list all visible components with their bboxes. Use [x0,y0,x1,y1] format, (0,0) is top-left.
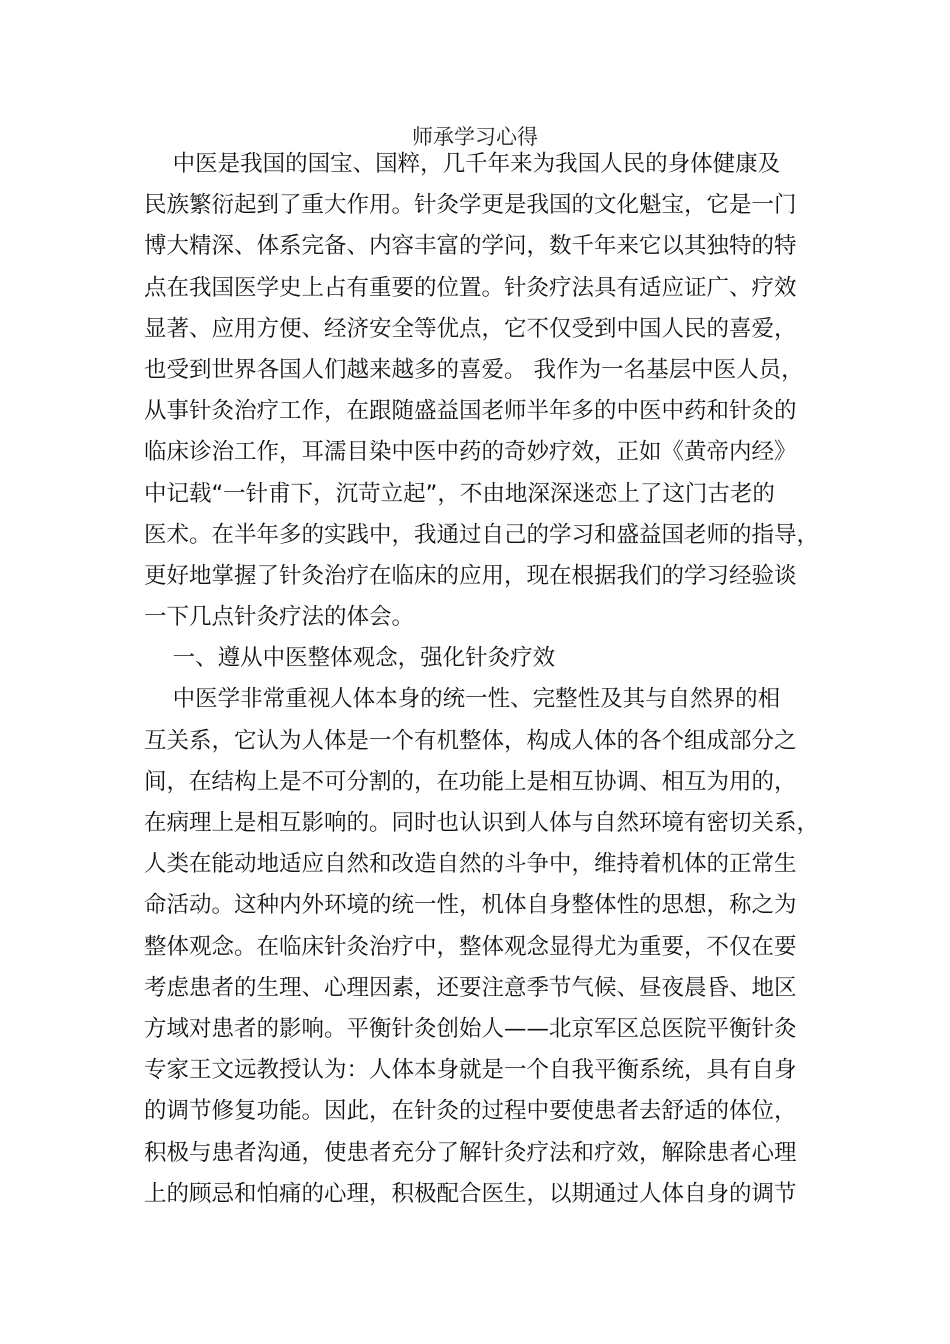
text-line: 更好地掌握了针灸治疗在临床的应用，现在根据我们的学习经验谈 [144,562,797,589]
text-line: 考虑患者的生理、心理因素，还要注意季节气候、昼夜晨昏、地区 [144,974,797,1001]
text-line: 也受到世界各国人们越来越多的喜爱。 我作为一名基层中医人员， [144,356,804,383]
text-line: 命活动。这种内外环境的统一性，机体自身整体性的思想，称之为 [144,892,797,919]
text-line: 专家王文远教授认为：人体本身就是一个自我平衡系统，具有自身 [144,1057,797,1084]
text-line: 从事针灸治疗工作，在跟随盛益国老师半年多的中医中药和针灸的 [144,398,797,425]
document-body [144,144,820,1215]
text-line: 一、遵从中医整体观念，强化针灸疗效 [144,645,556,672]
text-line: 在病理上是相互影响的。同时也认识到人体与自然环境有密切关系， [144,810,820,836]
text-line: 人类在能动地适应自然和改造自然的斗争中，维持着机体的正常生 [144,851,797,878]
text-line: 上的顾忌和怕痛的心理，积极配合医生，以期通过人体自身的调节 [144,1180,797,1207]
text-line: 整体观念。在临床针灸治疗中，整体观念显得尤为重要，不仅在要 [144,933,797,960]
text-line: 方域对患者的影响。平衡针灸创始人——北京军区总医院平衡针灸 [144,1015,797,1042]
text-line: 积极与患者沟通，使患者充分了解针灸疗法和疗效，解除患者心理 [144,1139,797,1166]
text-line: 间，在结构上是不可分割的，在功能上是相互协调、相互为用的， [144,768,797,795]
text-line: 中医学非常重视人体本身的统一性、完整性及其与自然界的相 [144,686,781,713]
text-line: 一下几点针灸疗法的体会。 [144,604,415,631]
text-line: 民族繁衍起到了重大作用。针灸学更是我国的文化魁宝，它是一门 [144,192,797,219]
text-line: 显著、应用方便、经济安全等优点，它不仅受到中国人民的喜爱， [144,315,797,342]
text-line: 点在我国医学史上占有重要的位置。针灸疗法具有适应证广、疗效 [144,274,797,301]
text-line: 医术。在半年多的实践中，我通过自己的学习和盛益国老师的指导， [144,521,820,548]
text-line: 中医是我国的国宝、国粹，几千年来为我国人民的身体健康及 [144,151,781,177]
text-line: 互关系，它认为人体是一个有机整体，构成人体的各个组成部分之 [144,727,797,754]
document-title: 师承学习心得 [412,125,538,149]
text-line: 中记载“一针甫下，沉苛立起”，不由地深深迷恋上了这门古老的 [144,480,775,507]
text-line: 临床诊治工作，耳濡目染中医中药的奇妙疗效，正如《黄帝内经》 [144,439,797,466]
text-line: 的调节修复功能。因此，在针灸的过程中要使患者去舒适的体位， [144,1098,797,1125]
text-line: 博大精深、体系完备、内容丰富的学问，数千年来它以其独特的特 [144,233,797,260]
